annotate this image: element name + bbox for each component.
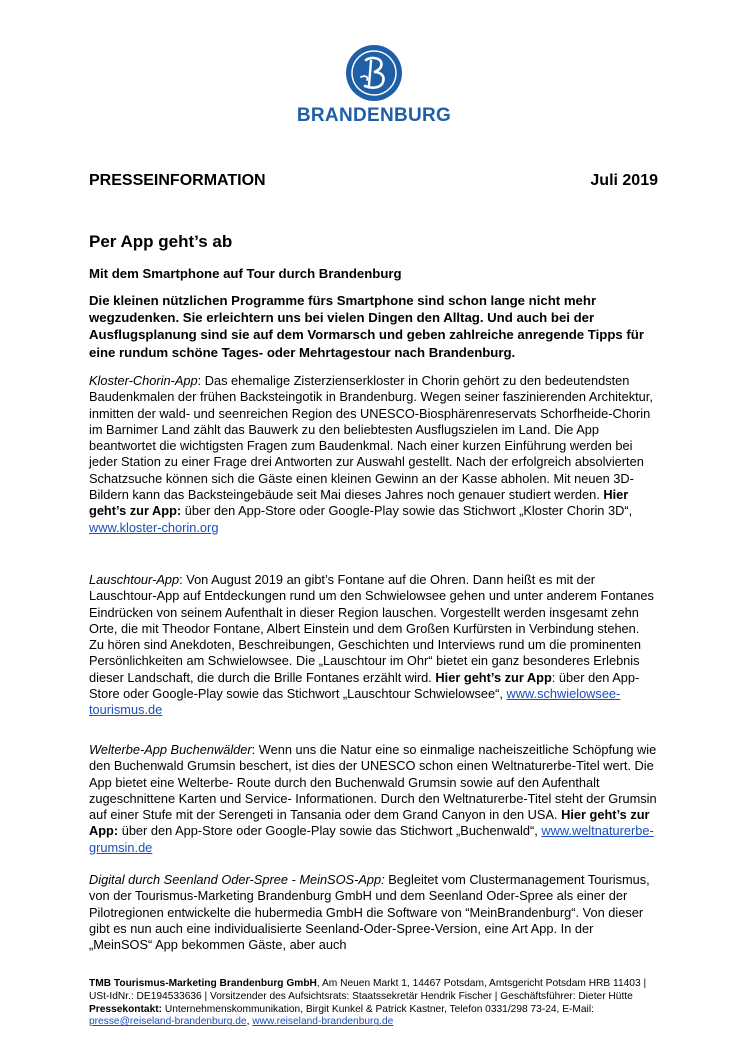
footer-separator: , bbox=[246, 1016, 253, 1028]
paragraph-tail: über den App-Store oder Google-Play sowie das Stichwort „Kloster Chorin 3D“, bbox=[181, 503, 633, 519]
paragraph-welterbe bbox=[89, 742, 657, 856]
howto-label: Hier geht’s zur App: bbox=[89, 487, 629, 519]
logo-wordmark: BRANDENBURG bbox=[296, 105, 452, 126]
footer-text: , Am Neuen Markt 1, 14467 Potsdam, Amtsgericht Potsdam HRB 11403 | USt-IdNr.: DE194533636 | Vorsitzender des Aufsichtsrats: Staatssekretär Hendrik Fischer | Geschäftsführer: Dieter Hütte bbox=[89, 978, 647, 1002]
howto-label: Hier geht’s zur App: bbox=[89, 807, 650, 839]
press-date: Juli 2019 bbox=[590, 172, 658, 189]
paragraph-tail: über den App-Store oder Google-Play sowie das Stichwort „Buchenwald“, bbox=[118, 823, 542, 839]
footer-contact: Unternehmenskommunikation, Birgit Kunkel & Patrick Kastner, Telefon 0331/298 73-24, E-Mail: bbox=[162, 1003, 594, 1015]
brand-logo bbox=[292, 44, 456, 127]
link-schwielowsee[interactable]: www.schwielowsee-tourismus.de bbox=[89, 686, 621, 718]
paragraph-body: : Von August 2019 an gibt’s Fontane auf die Ohren. Dann heißt es mit der Lauschtour-App auf Entdeckungen rund um den Schwielowsee gehen und unter anderem Fontanes Eindrücken von seinem Aufenthalt in dieser Region lauschen. Vorgestellt werden insgesamt zehn Orte, die mit Theodor Fontane, Albert Einstein und dem Großen Kurfürsten in Verbindung stehen. Zu hören sind Anekdoten, Beschreibungen, Geschichten und Interviews rund um die prominenten Persönlichkeiten am Schwielowsee. Die „Lauschtour im Ohr“ bietet ein ganz besonderes Erlebnis dieser Landschaft, die durch die Brille Fontanes erzählt wird. bbox=[89, 572, 654, 685]
app-name: Welterbe-App Buchenwälder bbox=[89, 742, 252, 757]
link-kloster-chorin[interactable]: www.kloster-chorin.org bbox=[89, 519, 219, 535]
paragraph-kloster-chorin bbox=[89, 373, 657, 536]
app-name: Kloster-Chorin-App bbox=[89, 373, 198, 388]
link-grumsin[interactable]: www.weltnaturerbe-grumsin.de bbox=[89, 823, 654, 855]
paragraph-body: : Wenn uns die Natur eine so einmalige nacheiszeitliche Schöpfung wie den Buchenwald Grumsin beschert, ist dies der UNESCO schon einen Weltnaturerbe-Titel wert. Die App bietet eine Welterbe- Route durch den Buchenwald Grumsin sowie auf den Aufenthalt zugeschnittene Karten und Service- Informationen. Durch den Weltnaturerbe-Titel steht der Grumsin auf einer Stufe mit der Serengeti in Tansania oder dem Grand Canyon in den USA. bbox=[89, 742, 657, 823]
paragraph-meinsos bbox=[89, 872, 657, 953]
footer-web-link[interactable]: www.reiseland-brandenburg.de bbox=[252, 1016, 394, 1028]
paragraph-tail: : über den App-Store oder Google-Play sowie das Stichwort „Lauschtour Schwielowsee“, bbox=[89, 669, 640, 702]
press-label: PRESSEINFORMATION bbox=[89, 172, 266, 189]
app-name: Lauschtour-App bbox=[89, 572, 180, 587]
lead-paragraph: Die kleinen nützlichen Programme fürs Smartphone sind schon lange nicht mehr wegzudenken. Sie erleichtern uns bei vielen Dingen den Alltag. Und auch bei der Ausflugsplanung sind sie auf dem Vormarsch und geben zahlreiche anregende Tipps für eine rundum schöne Tages- oder Mehrtagestour nach Brandenburg. bbox=[89, 293, 644, 360]
page-subtitle: Mit dem Smartphone auf Tour durch Brandenburg bbox=[89, 266, 402, 281]
brandenburg-b-icon bbox=[345, 44, 403, 102]
footer-contact-label: Pressekontakt: bbox=[89, 1003, 163, 1015]
footer-email-link[interactable]: presse@reiseland-brandenburg.de bbox=[89, 1016, 247, 1028]
paragraph-body: : Das ehemalige Zisterzienserkloster in Chorin gehört zu den bedeutendsten Baudenkmalen der frühen Backsteingotik in Brandenburg. Wegen seiner faszinierenden Architektur, inmitten der wald- und seenreichen Region des UNESCO-Biosphärenreservats Schorfheide-Chorin im Barnimer Land zählt das Bauwerk zu den beliebtesten Ausflugszielen im Land. Die App beantwortet die wichtigsten Fragen zum Baudenkmal. Nach einer kurzen Einführung werden bei jeder Station zu einer Frage drei Antworten zur Auswahl gestellt. Nach der erfolgreich absolvierten Schatzsuche können sich die Gäste einen kleinen Gewinn an der Kasse abholen. Mit neuen 3D-Bildern kann das Backsteingebäude seit Mai dieses Jahres noch genauer studiert werden. bbox=[89, 373, 653, 503]
page-footer bbox=[89, 978, 661, 1029]
press-header bbox=[89, 172, 658, 192]
page-title: Per App geht’s ab bbox=[89, 232, 233, 251]
footer-company: TMB Tourismus-Marketing Brandenburg GmbH bbox=[89, 978, 317, 989]
paragraph-lauschtour bbox=[89, 572, 657, 719]
paragraph-body: Begleitet vom Clustermanagement Tourismus, von der Tourismus-Marketing Brandenburg GmbH und dem Seenland Oder-Spree als einer der Pilotregionen entwickelte die hubermedia GmbH die Software von “MeinBrandenburg“. Von dieser gibt es nun auch eine individualisierte Seenland-Oder-Spree-Version, eine Art App. In der „MeinSOS“ App bekommen Gäste, aber auch bbox=[89, 872, 650, 953]
howto-label: Hier geht’s zur App bbox=[435, 669, 552, 685]
app-name: Digital durch Seenland Oder-Spree - MeinSOS-App: bbox=[89, 872, 385, 887]
